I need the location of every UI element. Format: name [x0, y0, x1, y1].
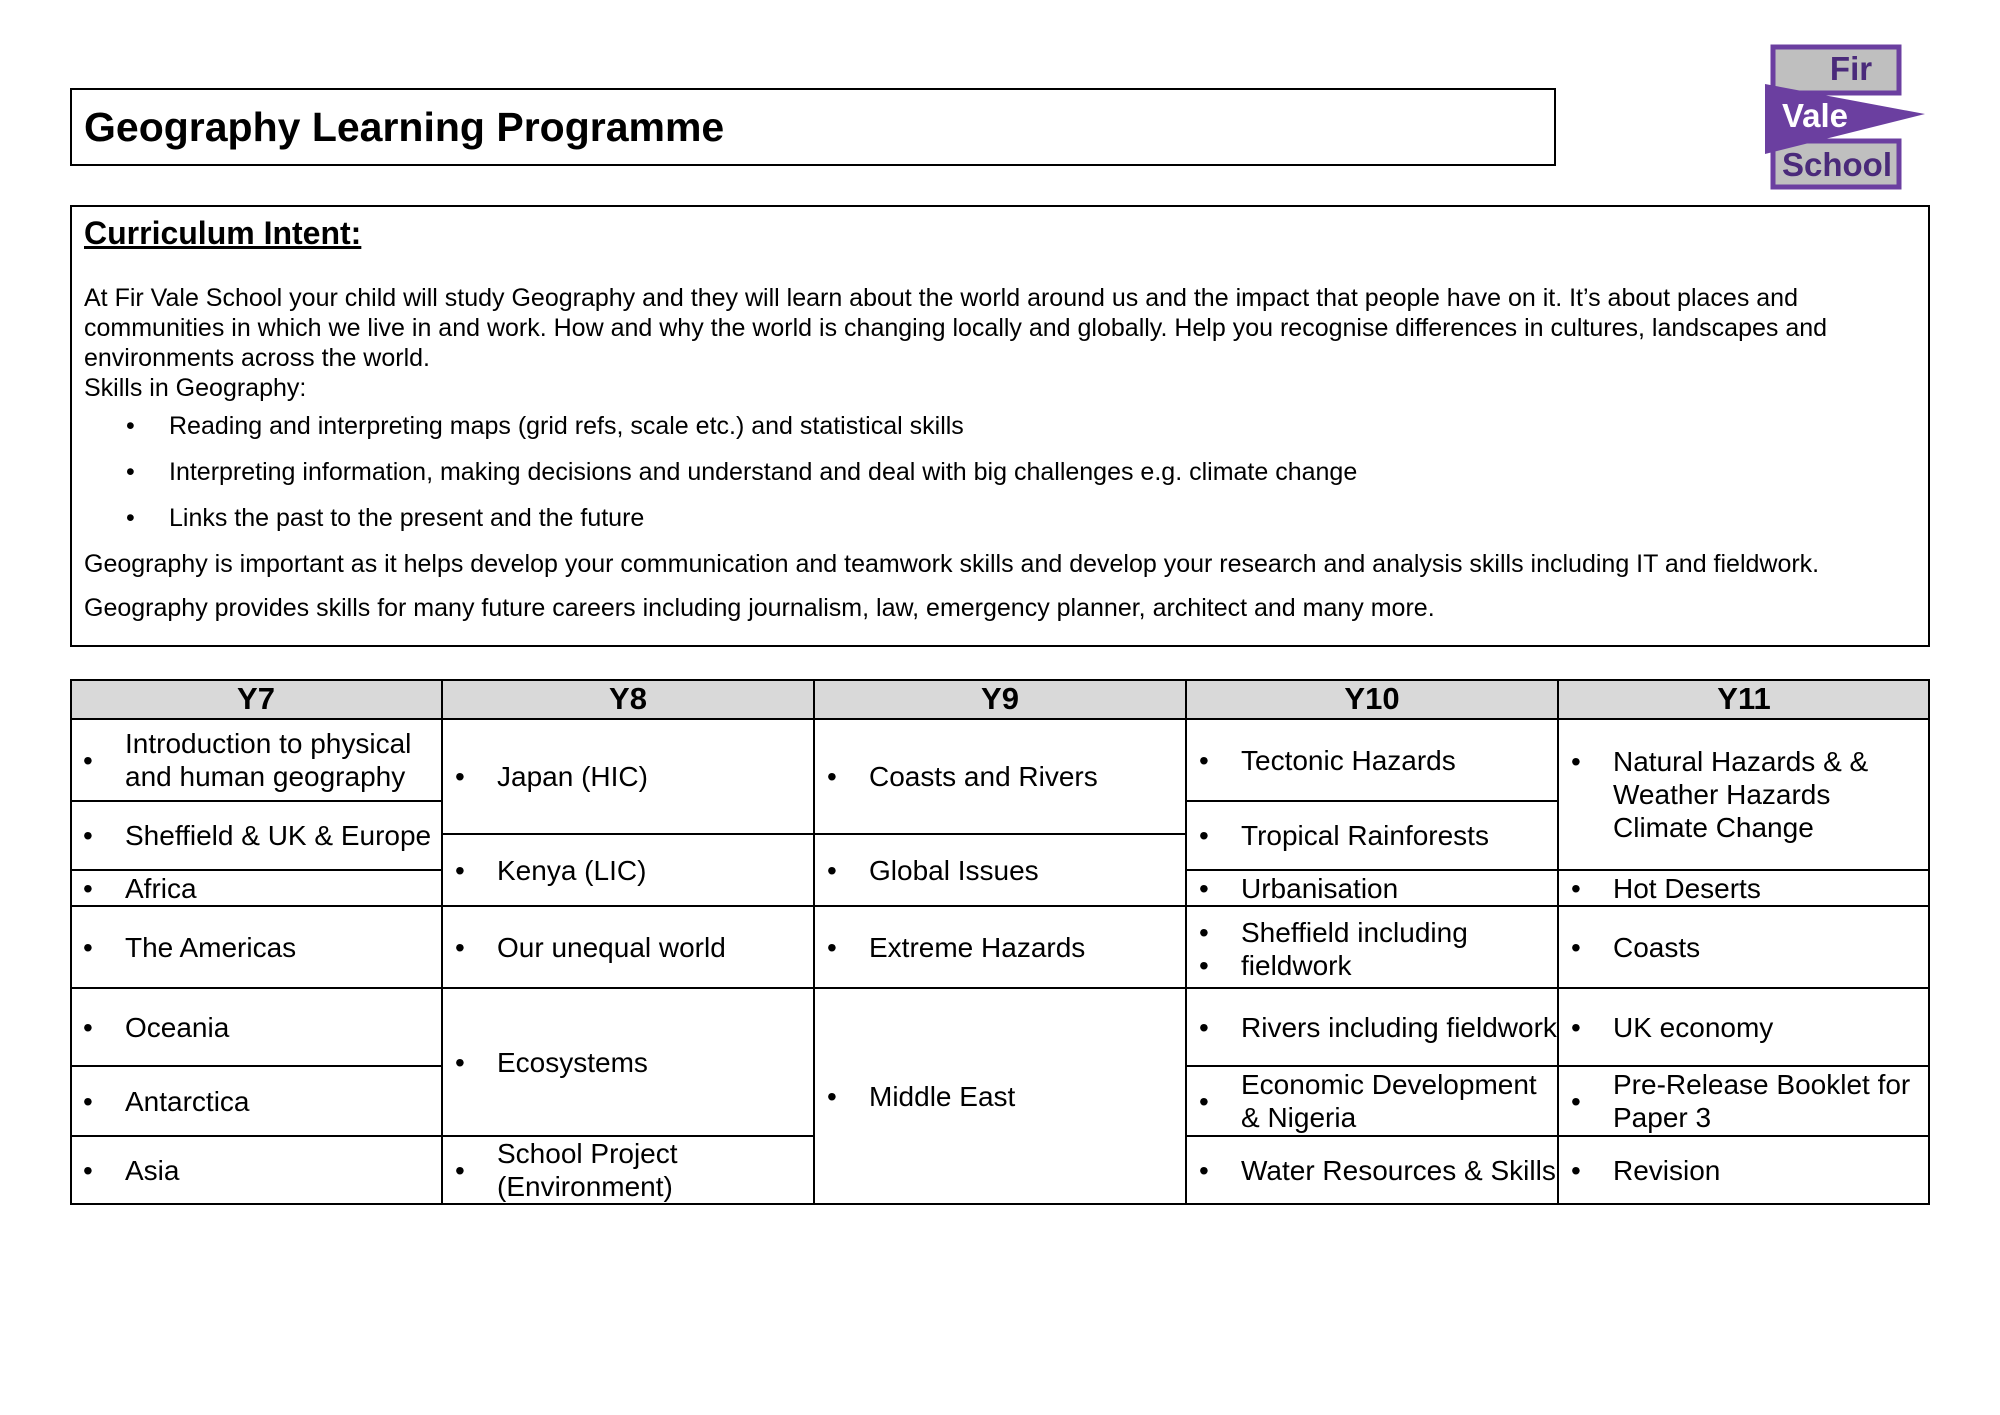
y9-topic: • Middle East — [827, 1080, 1016, 1112]
y11-topic: • Natural Hazards & & Weather Hazards Climate Change — [1558, 745, 1930, 870]
y7-topic: • The Americas — [83, 931, 297, 963]
y11-topic-label: Natural Hazards & & Weather Hazards Climate Change — [1613, 746, 1869, 843]
curriculum-intent-heading: Curriculum Intent: — [84, 215, 362, 251]
y8-topic-label: Japan (HIC) — [497, 761, 648, 792]
y7-topic: • Sheffield & UK & Europe — [83, 820, 432, 851]
y10-topic: • Water Resources & Skills — [1199, 1154, 1556, 1186]
y9-topic: • Coasts and Rivers — [827, 761, 1098, 792]
y10-topic-label: Water Resources & Skills — [1241, 1154, 1556, 1186]
careers-text: Geography provides skills for many future careers including journalism, law, emergency planner, architect and many more. — [84, 594, 1435, 622]
y7-topic: • Africa — [83, 872, 197, 904]
y8-topic-label: School Project (Environment) — [497, 1138, 678, 1202]
importance-text: Geography is important as it helps develop your communication and teamwork skills and develop your research and analysis skills including IT and fieldwork. — [84, 550, 1820, 578]
y8-topic-label: Our unequal world — [497, 931, 726, 963]
y8-topic-label: Ecosystems — [497, 1046, 648, 1078]
y11-topic: • Hot Deserts — [1571, 872, 1761, 904]
page-title — [70, 88, 1556, 166]
y10-topic: • Urbanisation — [1199, 872, 1399, 904]
y9-topic-label: Extreme Hazards — [869, 931, 1086, 963]
y7-topic-label: Asia — [125, 1154, 180, 1186]
y11-topic-label: UK economy — [1613, 1011, 1774, 1043]
y10-topic-label: Urbanisation — [1241, 872, 1399, 904]
y7-topic: • Asia — [83, 1154, 180, 1186]
column-header-y11: Y11 — [1717, 681, 1771, 716]
y11-topic: • UK economy — [1571, 1011, 1774, 1043]
y7-topic: • Oceania — [83, 1011, 230, 1043]
column-header-y9: Y9 — [981, 681, 1019, 716]
y7-topic-label: Antarctica — [125, 1085, 250, 1117]
skill-item: • Interpreting information, making decisions and understand and deal with big challenges e.g. climate change — [84, 457, 1916, 487]
y8-topic: • Ecosystems — [455, 1046, 648, 1078]
y11-topic-label: Coasts — [1613, 931, 1701, 963]
y7-topic-label: Africa — [125, 872, 197, 904]
y10-topic-label: Tectonic Hazards — [1241, 744, 1456, 776]
column-header-y7: Y7 — [237, 681, 275, 716]
y9-topic: • Extreme Hazards — [827, 931, 1086, 963]
y11-topic-label: Pre-Release Booklet for Paper 3 — [1613, 1069, 1911, 1133]
y7-topic-label: Sheffield & UK & Europe — [125, 820, 432, 851]
y10-topic-label: fieldwork — [1241, 950, 1352, 981]
y7-topic-label: The Americas — [125, 931, 297, 963]
y9-topic: • Global Issues — [827, 854, 1039, 886]
y11-topic: • Coasts — [1571, 931, 1701, 963]
y8-topic: • School Project (Environment) — [442, 1136, 814, 1204]
y11-topic: • Revision — [1571, 1154, 1721, 1186]
y11-topic: • Pre-Release Booklet for Paper 3 — [1558, 1066, 1930, 1136]
page-title-text: Geography Learning Programme — [84, 103, 725, 150]
y10-topic-label: Tropical Rainforests — [1241, 820, 1489, 851]
y7-topic-label: Oceania — [125, 1011, 230, 1043]
y11-topic-label: Hot Deserts — [1613, 872, 1761, 904]
y9-topic-label: Middle East — [869, 1080, 1016, 1112]
logo-text-school: School — [1781, 146, 1893, 183]
y8-topic: • Japan (HIC) — [455, 761, 648, 792]
skills-heading: Skills in Geography: — [84, 374, 307, 402]
y7-topic: • Introduction to physical and human geography — [70, 719, 442, 801]
school-logo — [1763, 42, 1928, 192]
y10-topic: • Rivers including fieldwork — [1199, 1011, 1557, 1043]
curriculum-intent-box — [70, 205, 1930, 647]
y8-topic: • Our unequal world — [455, 931, 726, 963]
y9-topic-label: Coasts and Rivers — [869, 761, 1098, 792]
y8-topic-label: Kenya (LIC) — [497, 854, 647, 886]
logo-text-vale: Vale — [1781, 97, 1849, 134]
y7-topic-label: Introduction to physical and human geography — [125, 728, 412, 792]
y11-topic-label: Revision — [1613, 1154, 1721, 1186]
y10-topic: • fieldwork — [1199, 950, 1352, 981]
skill-item: • Reading and interpreting maps (grid refs, scale etc.) and statistical skills — [84, 411, 1916, 441]
y10-topic: • Sheffield including — [1199, 917, 1468, 948]
y8-topic: • Kenya (LIC) — [455, 854, 647, 886]
y10-topic-label: Economic Development & Nigeria — [1241, 1069, 1537, 1133]
skills-list — [84, 411, 1916, 533]
column-header-y10: Y10 — [1344, 681, 1400, 716]
y10-topic: • Tectonic Hazards — [1199, 744, 1456, 776]
intent-paragraph: At Fir Vale School your child will study Geography and they will learn about the world around us and the impact that people have on it. It’s about places and communities in which we live in and work. How and why the world is changing locally and globally. Help you recognise differences in cultures, landscapes and environments across the world. — [84, 284, 1828, 372]
logo-text-fir: Fir — [1829, 50, 1873, 87]
column-header-y8: Y8 — [609, 681, 647, 716]
y10-topic-label: Rivers including fieldwork — [1241, 1011, 1557, 1043]
y10-topic: • Economic Development & Nigeria — [1186, 1066, 1558, 1136]
y10-topic-label: Sheffield including — [1241, 917, 1468, 948]
y9-topic-label: Global Issues — [869, 854, 1039, 886]
skill-item: • Links the past to the present and the future — [84, 503, 1916, 533]
y7-topic: • Antarctica — [83, 1085, 250, 1117]
y10-topic: • Tropical Rainforests — [1199, 820, 1489, 851]
